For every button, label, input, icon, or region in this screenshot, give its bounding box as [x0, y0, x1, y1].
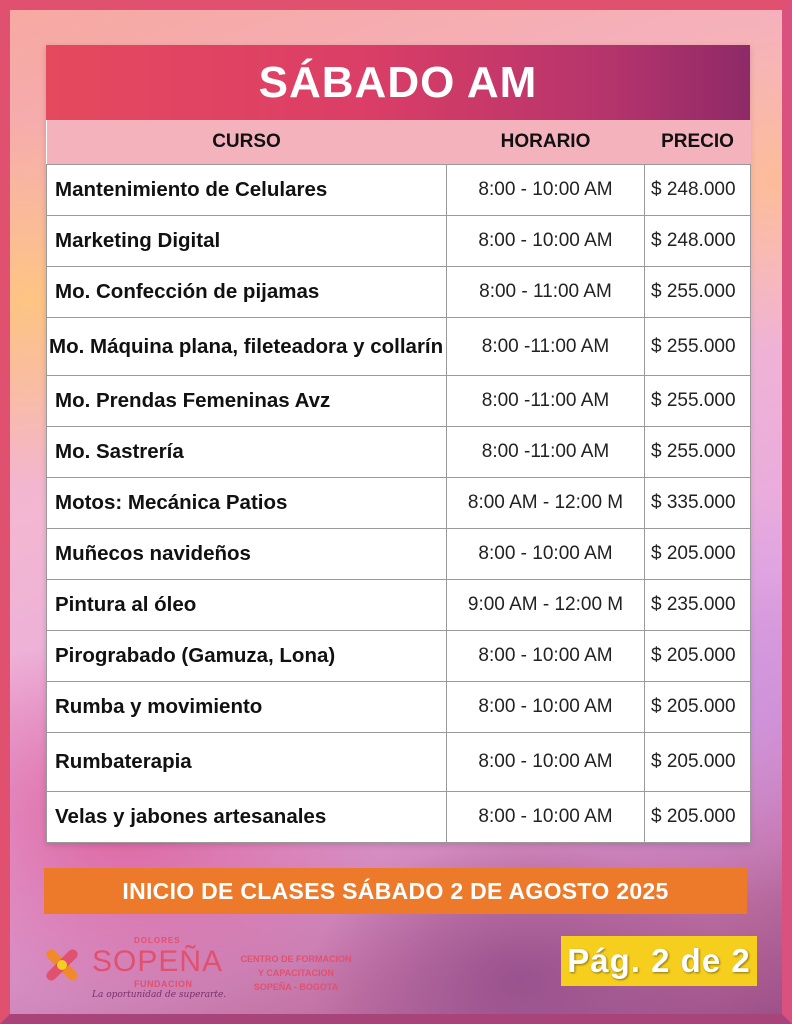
course-name: Rumba y movimiento: [47, 682, 447, 733]
course-name: Motos: Mecánica Patios: [47, 478, 447, 529]
centro-line-3: SOPEÑA - BOGOTA: [253, 982, 339, 992]
course-price: $ 205.000: [645, 631, 751, 682]
course-name: Mo. Confección de pijamas: [47, 267, 447, 318]
course-price: $ 248.000: [645, 216, 751, 267]
logo-name: SOPEÑA: [92, 945, 224, 978]
course-price: $ 205.000: [645, 529, 751, 580]
course-price: $ 255.000: [645, 376, 751, 427]
page-title: SÁBADO AM: [46, 45, 750, 120]
column-header-horario: HORARIO: [447, 120, 645, 165]
table-row: [47, 478, 751, 529]
course-price: $ 205.000: [645, 733, 751, 792]
course-name: Mo. Prendas Femeninas Avz: [47, 376, 447, 427]
table-row: [47, 580, 751, 631]
course-schedule: 8:00 - 10:00 AM: [447, 682, 645, 733]
course-name: Muñecos navideños: [47, 529, 447, 580]
course-name: Rumbaterapia: [47, 733, 447, 792]
course-schedule: 8:00 - 10:00 AM: [447, 216, 645, 267]
course-name: Mo. Máquina plana, fileteadora y collarín: [47, 318, 447, 376]
table-row: [47, 376, 751, 427]
page-indicator: Pág. 2 de 2: [561, 936, 757, 986]
course-schedule: 8:00 - 10:00 AM: [447, 529, 645, 580]
table-header-row: [47, 120, 751, 165]
centro-label: [231, 952, 361, 994]
table-row: [47, 267, 751, 318]
logo-fundacion: FUNDACION: [134, 979, 193, 989]
table-row: [47, 682, 751, 733]
course-price: $ 255.000: [645, 427, 751, 478]
column-header-precio: PRECIO: [645, 120, 751, 165]
schedule-card: [46, 45, 750, 843]
table-row: [47, 631, 751, 682]
table-row: [47, 792, 751, 843]
table-row: [47, 427, 751, 478]
course-price: $ 235.000: [645, 580, 751, 631]
course-price: $ 255.000: [645, 318, 751, 376]
course-schedule: 8:00 - 11:00 AM: [447, 267, 645, 318]
course-name: Velas y jabones artesanales: [47, 792, 447, 843]
course-schedule: 9:00 AM - 12:00 M: [447, 580, 645, 631]
logo-x-icon: [38, 941, 86, 989]
table-row: [47, 529, 751, 580]
course-name: Pirograbado (Gamuza, Lona): [47, 631, 447, 682]
course-price: $ 255.000: [645, 267, 751, 318]
course-price: $ 205.000: [645, 792, 751, 843]
logo-dolores: DOLORES: [134, 936, 181, 945]
centro-line-2: Y CAPACITACION: [257, 968, 334, 978]
course-price: $ 205.000: [645, 682, 751, 733]
course-schedule: 8:00 - 10:00 AM: [447, 165, 645, 216]
course-schedule: 8:00 - 10:00 AM: [447, 733, 645, 792]
centro-line-1: CENTRO DE FORMACION: [240, 954, 352, 964]
course-schedule: 8:00 - 10:00 AM: [447, 792, 645, 843]
course-schedule: 8:00 AM - 12:00 M: [447, 478, 645, 529]
course-schedule: 8:00 -11:00 AM: [447, 427, 645, 478]
course-schedule: 8:00 -11:00 AM: [447, 318, 645, 376]
course-schedule: 8:00 -11:00 AM: [447, 376, 645, 427]
column-header-curso: CURSO: [47, 120, 447, 165]
course-price: $ 335.000: [645, 478, 751, 529]
course-name: Pintura al óleo: [47, 580, 447, 631]
logo-tagline: La oportunidad de superarte.: [92, 990, 227, 1000]
sopena-logo: [30, 935, 230, 1005]
table-row: [47, 318, 751, 376]
table-row: [47, 733, 751, 792]
course-name: Marketing Digital: [47, 216, 447, 267]
table-row: [47, 216, 751, 267]
start-date-banner: INICIO DE CLASES SÁBADO 2 DE AGOSTO 2025: [44, 868, 747, 914]
table-row: [47, 165, 751, 216]
course-price: $ 248.000: [645, 165, 751, 216]
course-name: Mo. Sastrería: [47, 427, 447, 478]
course-name: Mantenimiento de Celulares: [47, 165, 447, 216]
course-table: [46, 120, 751, 843]
course-schedule: 8:00 - 10:00 AM: [447, 631, 645, 682]
